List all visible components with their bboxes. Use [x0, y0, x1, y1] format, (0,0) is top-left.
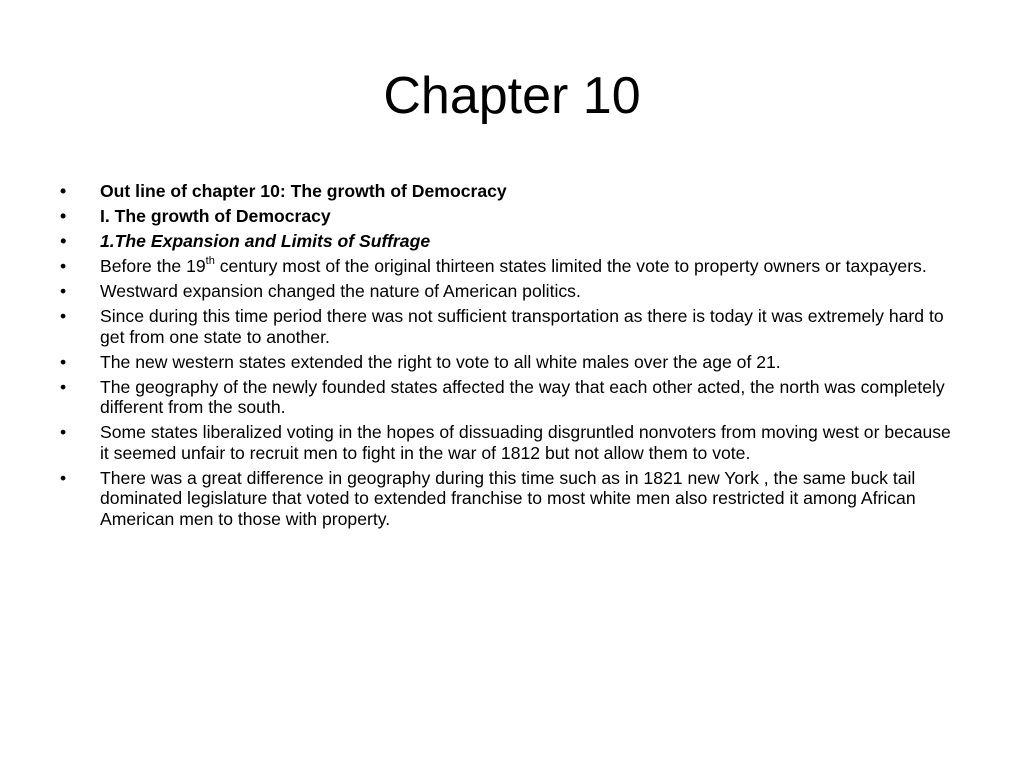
bullet-text: The geography of the newly founded states affected the way that each other acted, the north was completely different from the south.: [100, 376, 945, 417]
bullet-item: [60, 352, 960, 373]
bullet-item: [60, 422, 960, 463]
bullet-icon: •: [60, 281, 67, 301]
bullet-item: [60, 306, 960, 347]
bullet-text: Some states liberalized voting in the hopes of dissuading disgruntled nonvoters from moving west or because it seemed unfair to recruit men to fight in the war of 1812 but not allow them to vote.: [100, 422, 951, 463]
bullet-text-post: century most of the original thirteen states limited the vote to property owners or taxpayers.: [214, 256, 927, 276]
bullet-icon: •: [60, 206, 67, 226]
bullet-icon: •: [60, 351, 67, 372]
bullet-list: [60, 181, 960, 534]
superscript-ordinal: th: [205, 255, 215, 268]
bullet-icon: •: [60, 306, 67, 326]
bullet-icon: •: [60, 256, 67, 276]
bullet-item: [60, 231, 960, 252]
bullet-item: [60, 181, 960, 202]
bullet-icon: •: [60, 181, 67, 201]
bullet-icon: •: [60, 231, 67, 251]
bullet-text: There was a great difference in geography during this time such as in 1821 new York , the same buck tail dominated legislature that voted to extended franchise to most white men also restricted it among African American men to those with property.: [100, 467, 916, 529]
bullet-text: I. The growth of Democracy: [100, 206, 331, 226]
bullet-item: [60, 281, 960, 302]
bullet-text: Since during this time period there was not sufficient transportation as there is today it was extremely hard to get from one state to another.: [100, 306, 944, 347]
bullet-text: 1.The Expansion and Limits of Suffrage: [100, 231, 431, 251]
bullet-item: [60, 377, 960, 418]
bullet-text: Out line of chapter 10: The growth of Democracy: [100, 181, 507, 201]
bullet-text-pre: Before the 19: [100, 256, 206, 276]
bullet-item: [60, 206, 960, 227]
bullet-icon: •: [60, 376, 67, 397]
bullet-item: [60, 256, 960, 277]
bullet-icon: •: [60, 422, 67, 442]
bullet-item: [60, 468, 960, 530]
bullet-icon: •: [60, 467, 67, 488]
bullet-text: [100, 256, 927, 276]
bullet-text: Westward expansion changed the nature of American politics.: [100, 281, 581, 301]
slide-title: Chapter 10: [383, 67, 641, 125]
bullet-text: The new western states extended the right to vote to all white males over the age of 21.: [100, 351, 781, 372]
